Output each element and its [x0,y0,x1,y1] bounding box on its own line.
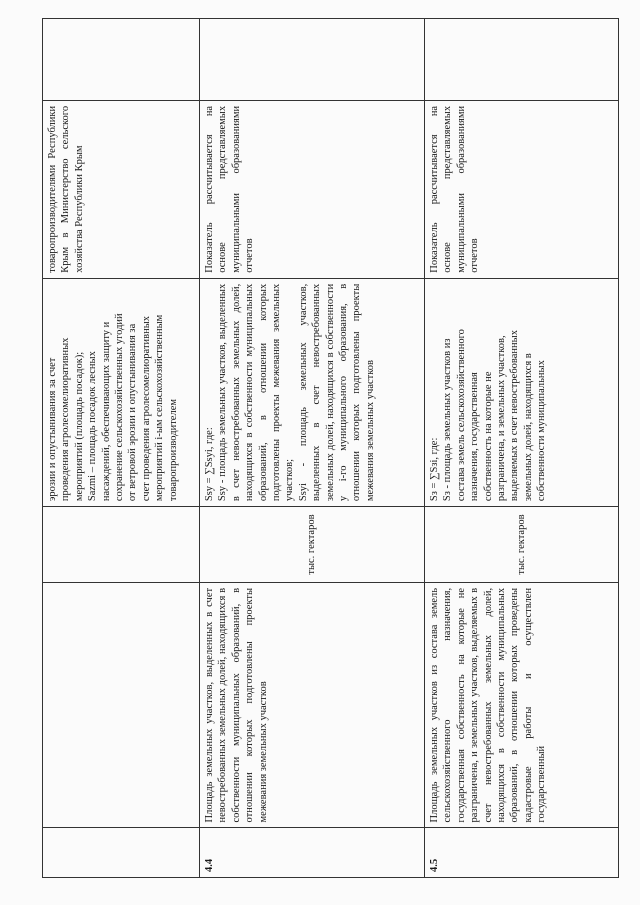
formula-line: Sз - площадь земельных участков из [442,338,454,502]
formula-line: проведения агролесомелиоративных [60,337,72,502]
indicator-name: Площадь земельных участков, выделенных в счет невостребованных земельных долей, находящихся в собственности муниципальных образований, в отношении которых подготовлены проекты межевания земельных участков [200,582,425,828]
formula-cell [43,278,200,506]
formula-line: состава земель сельскохозяйственного [455,329,467,502]
formula-line: мероприятий i-ым сельскохозяйственным [154,314,166,502]
formula-line: товаропроизводителем [167,398,179,502]
indicators-table [42,18,619,878]
formula-line: собственности муниципальных [536,360,548,502]
indicator-name: Площадь земельных участков из состава земель сельскохозяйственного назначения, государственная собственность на которые не разграничена, и земельных участков, выделяемых в счет невостребованных земельных долей, находящихся в собственности муниципальных образований, в отношении которых проведены кадастровые работы и осуществлен государственный [425,582,619,828]
formula-line: собственность на которые не [482,371,494,502]
formula-line: от ветровой эрозии и опустынивания за [127,323,139,502]
formula-line: эрозии и опустынивания за счет [47,357,58,502]
row-number: 4.4 [200,828,425,878]
table-row [200,19,425,878]
formula-line: разграничена, и земельных участков, [496,335,508,502]
table-row [43,19,200,878]
formula-line: счет проведения агролесомелиоративных [140,315,152,502]
formula-line: Ssy - площадь земельных участков, выделенных в счет невостребованных земельных долей, находящихся в собственности муниципальных образований, в отношении которых подготовлены проекты межевания земельных участков; [217,283,296,502]
data-source-cell: товаропроизводителями Республики Крым в Министерство сельского хозяйства Республики Крым [43,100,200,278]
formula-line: назначения, государственная [469,372,481,502]
row-number [43,828,200,878]
formula-line: выделяемых в счет невостребованных [509,330,521,502]
empty-cell [43,19,200,101]
formula-line: земельных долей, находящихся в [522,353,534,502]
formula-line: Sз = ∑Sзi, где: [429,437,440,502]
row-number: 4.5 [425,828,619,878]
empty-cell [425,19,619,101]
formula-line: мероприятий (площадь посадок); [73,351,85,502]
formula-line: Sazmi – площадь посадок лесных [87,351,99,502]
formula-cell [425,278,619,506]
formula-line: Ssy = ∑Ssyi, где: [204,427,215,502]
formula-line: насаждений, обеспечивающих защиту и [100,321,112,502]
unit-cell: тыс. гектаров [200,507,425,583]
rotated-table-sheet [42,18,597,878]
formula-line: сохранение сельскохозяйственных угодий [114,313,126,502]
formula-line: Ssyi - площадь земельных участков, выделенных в счет невостребованных земельных долей, находящихся в собственности у i-го муниципального образования, в отношении которых подготовлены проекты межевания земельных участков [297,283,376,502]
table-row [425,19,619,878]
data-source-cell: Показатель рассчитывается на основе представляемых муниципальными образованиями отчетов [200,100,425,278]
formula-cell [200,278,425,506]
unit-cell [43,507,200,583]
empty-cell [200,19,425,101]
data-source-cell: Показатель рассчитывается на основе представляемых муниципальными образованиями отчетов [425,100,619,278]
unit-cell: тыс. гектаров [425,507,619,583]
indicator-name [43,582,200,828]
